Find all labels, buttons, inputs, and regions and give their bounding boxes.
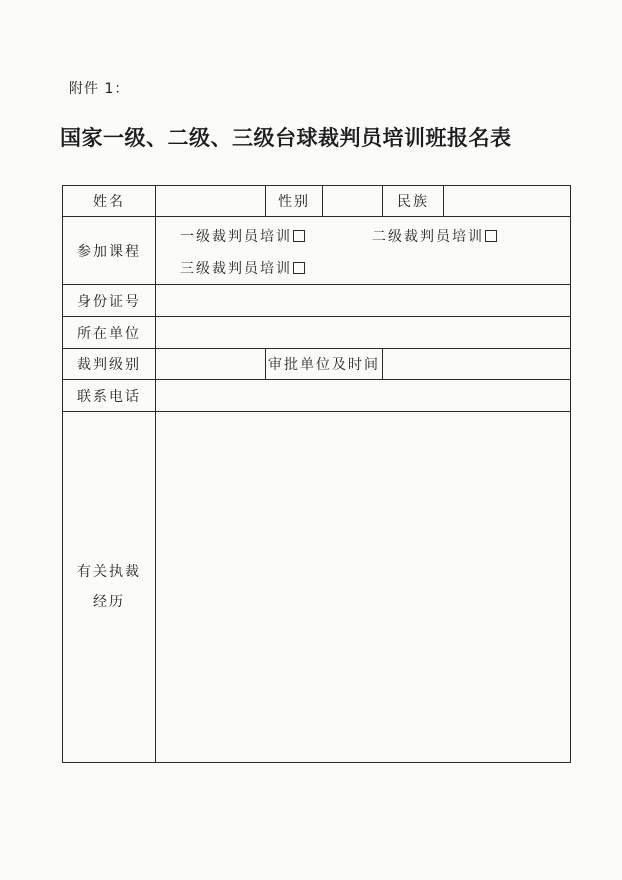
- row-phone: [63, 380, 571, 412]
- checkbox-level2[interactable]: [485, 230, 497, 242]
- checkbox-level3[interactable]: [293, 262, 305, 274]
- experience-label-line2: 经历: [93, 594, 125, 610]
- phone-label: 联系电话: [63, 380, 156, 412]
- phone-field[interactable]: [156, 380, 571, 412]
- row-experience: [63, 412, 571, 763]
- name-field[interactable]: [156, 186, 266, 217]
- gender-field[interactable]: [323, 186, 383, 217]
- checkbox-level1[interactable]: [293, 230, 305, 242]
- referee-level-label: 裁判级别: [63, 349, 156, 380]
- course-level2-text: 二级裁判员培训: [372, 228, 484, 245]
- attachment-label: 附件 1：: [69, 81, 130, 97]
- experience-label: [63, 412, 156, 763]
- id-field[interactable]: [156, 285, 571, 317]
- course-label: 参加课程: [63, 217, 156, 285]
- approval-field[interactable]: [383, 349, 571, 380]
- course-option-level3[interactable]: [180, 258, 305, 278]
- row-course: [63, 217, 571, 285]
- form-title: 国家一级、二级、三级台球裁判员培训班报名表: [60, 126, 512, 150]
- row-unit: [63, 317, 571, 349]
- referee-level-field[interactable]: [156, 349, 266, 380]
- unit-field[interactable]: [156, 317, 571, 349]
- course-level1-text: 一级裁判员培训: [180, 228, 292, 245]
- row-referee-level: [63, 349, 571, 380]
- course-options: [156, 217, 571, 285]
- ethnicity-field[interactable]: [444, 186, 571, 217]
- row-basic-info: [63, 186, 571, 217]
- course-level3-text: 三级裁判员培训: [180, 260, 292, 277]
- ethnicity-label: 民族: [383, 186, 444, 217]
- experience-label-line1: 有关执裁: [77, 564, 141, 580]
- name-label: 姓名: [63, 186, 156, 217]
- registration-form-table: [62, 185, 571, 763]
- approval-label: 审批单位及时间: [266, 349, 383, 380]
- course-option-level1[interactable]: [180, 226, 305, 246]
- unit-label: 所在单位: [63, 317, 156, 349]
- course-option-level2[interactable]: [372, 226, 497, 246]
- gender-label: 性别: [266, 186, 323, 217]
- id-label: 身份证号: [63, 285, 156, 317]
- row-id: [63, 285, 571, 317]
- experience-field[interactable]: [156, 412, 571, 763]
